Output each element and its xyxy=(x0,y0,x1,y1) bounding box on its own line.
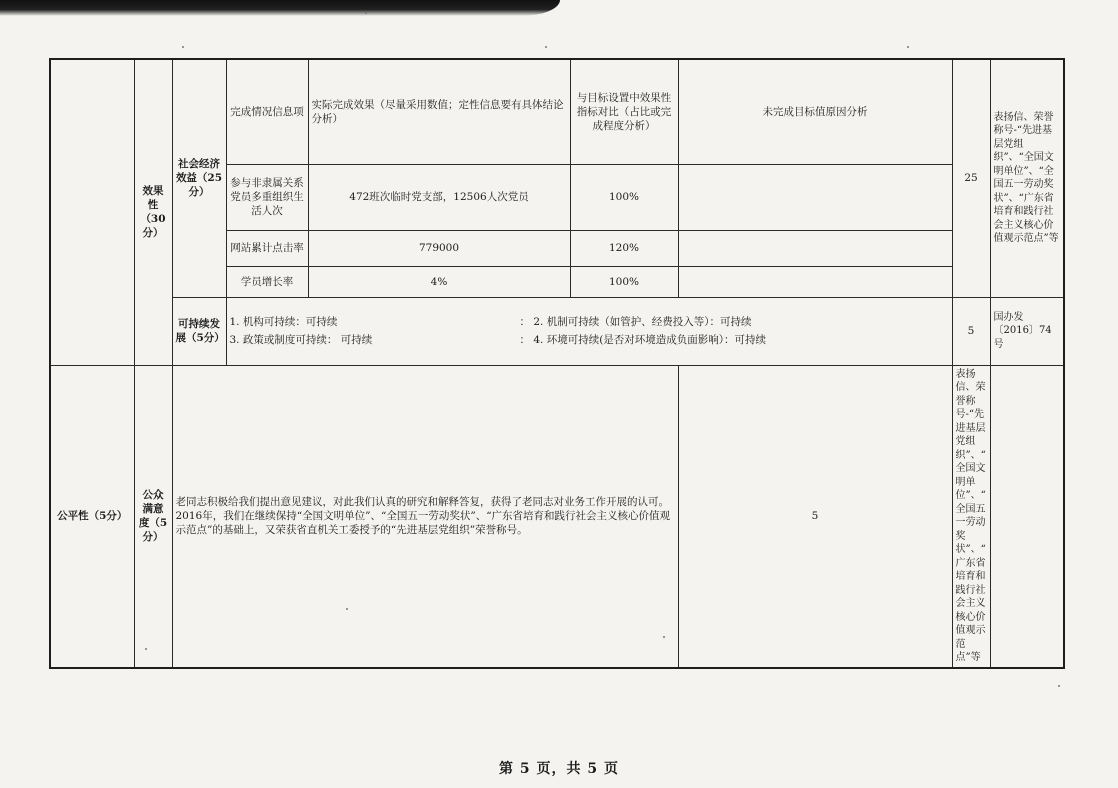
row-actual: 4% xyxy=(308,266,570,297)
sustainable-item: ： 2. 机制可持续（如管护、经费投入等）：可持续 xyxy=(519,316,752,328)
sustainable-item: ： 4. 环境可持续(是否对环境造成负面影响）：可持续 xyxy=(519,334,767,346)
satisfaction-content: 老同志积极给我们提出意见建议，对此我们认真的研究和解释答复，获得了老同志对业务工作开展的认可。2016年，我们在继续保持“全国文明单位”、“全国五一劳动奖状”、“广东省培育和践行社会主义核心价值观示范点”的基础上，又荣获省直机关工委授予的“先进基层党组织”荣誉称号。 xyxy=(172,365,678,668)
blank-cell xyxy=(50,59,134,365)
indicator-social-economic: 社会经济效益（25分） xyxy=(172,59,226,297)
basis-sustainable: 国办发〔2016〕74号 xyxy=(990,297,1064,365)
score-sustainable: 5 xyxy=(952,297,990,365)
dimension-fairness: 公平性（5分） xyxy=(50,365,134,668)
scan-speck xyxy=(545,46,547,48)
basis-social-economic: 表扬信、荣誉称号-“先进基层党组织”、“全国文明单位”、“全国五一劳动奖状”、“广东省培育和践行社会主义核心价值观示范点”等 xyxy=(990,59,1064,297)
table-row xyxy=(50,297,1064,365)
scan-speck xyxy=(182,46,184,48)
performance-evaluation-table xyxy=(49,58,1065,669)
scan-speck xyxy=(1058,685,1060,687)
scan-shadow xyxy=(0,0,560,16)
score-social-economic: 25 xyxy=(952,59,990,297)
header-actual: 实际完成效果（尽量采用数值；定性信息要有具体结论分析） xyxy=(308,59,570,164)
table-row xyxy=(50,365,1064,668)
table-row xyxy=(50,59,1064,164)
indicator-satisfaction: 公众满意度（5分） xyxy=(134,365,172,668)
header-compare: 与目标设置中效果性指标对比（占比或完成程度分析） xyxy=(570,59,678,164)
row-reason xyxy=(678,164,952,230)
header-reason: 未完成目标值原因分析 xyxy=(678,59,952,164)
row-reason xyxy=(678,266,952,297)
row-compare: 120% xyxy=(570,230,678,266)
scan-speck xyxy=(907,46,909,48)
indicator-sustainable: 可持续发展（5分） xyxy=(172,297,226,365)
row-reason xyxy=(678,230,952,266)
header-item: 完成情况信息项 xyxy=(226,59,308,164)
sustainable-item: 1. 机构可持续：可持续 xyxy=(229,316,338,328)
row-compare: 100% xyxy=(570,164,678,230)
row-compare: 100% xyxy=(570,266,678,297)
score-satisfaction: 5 xyxy=(678,365,952,668)
row-item: 网站累计点击率 xyxy=(226,230,308,266)
page-number: 第 5 页，共 5 页 xyxy=(499,761,619,777)
dimension-effect: 效果性（30分） xyxy=(134,59,172,365)
scan-speck xyxy=(365,12,367,14)
row-item: 参与非隶属关系党员多重组织生活人次 xyxy=(226,164,308,230)
row-actual: 779000 xyxy=(308,230,570,266)
sustainable-item: 3. 政策或制度可持续： 可持续 xyxy=(229,334,373,346)
row-actual: 472班次临时党支部，12506人次党员 xyxy=(308,164,570,230)
basis-satisfaction: 表扬信、荣誉称号-“先进基层党组织”、“全国文明单位”、“全国五一劳动奖状”、“广东省培育和践行社会主义核心价值观示范点”等 xyxy=(952,365,990,668)
sustainable-content xyxy=(226,297,952,365)
row-item: 学员增长率 xyxy=(226,266,308,297)
